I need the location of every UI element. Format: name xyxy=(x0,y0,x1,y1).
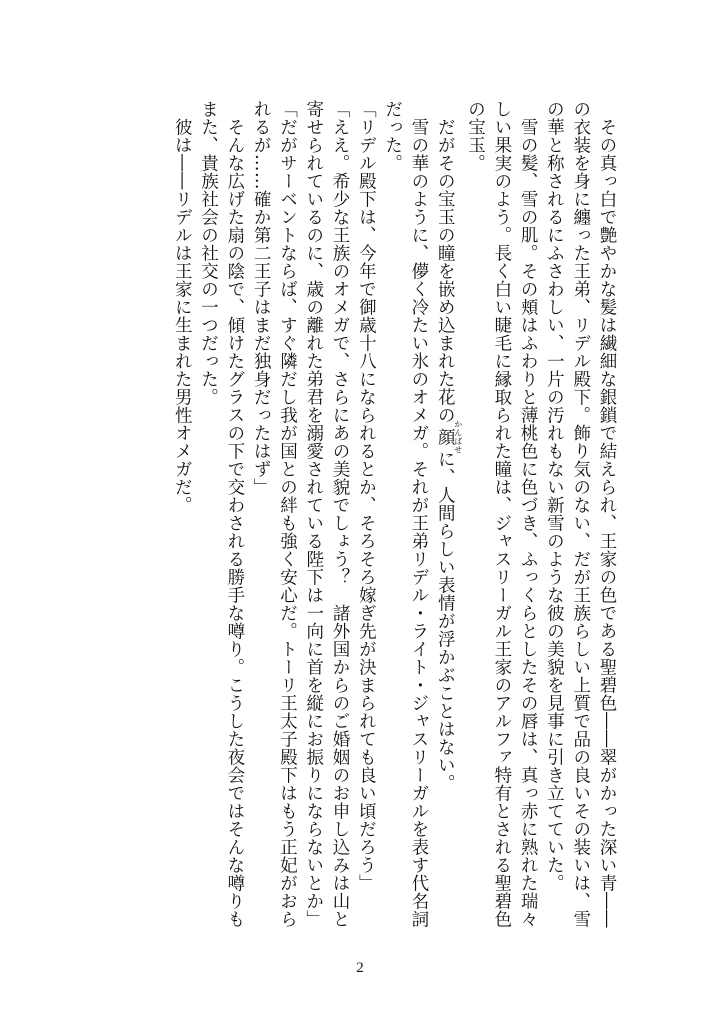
paragraph-1: その真っ白で艶やかな髪は繊細な銀鎖で結えられ、王家の色である聖碧色――翠がかった深い青――の衣装を身に纏った王弟、リデル殿下。飾り気のない、だが王族らしい上質で品の良いその装いは、雪の華と称されるにふさわしい、一片の汚れもない新雪のような彼の美貌を見事に引き立てていた。 xyxy=(544,100,617,928)
paragraph-6: 彼は――リデルは王家に生まれた男性オメガだ。 xyxy=(172,117,193,514)
paragraph-2: 雪の髪、雪の肌。その頬はふわりと薄桃色に色づき、ふっくらとしたその唇は、真っ赤に熟れた瑞々しい果実のよう。長く白い睫毛に縁取られた瞳は、ジャスリーガル王家のアルファ特有とされる聖碧色の宝玉。 xyxy=(465,100,539,928)
paragraph-3-text: だがその宝玉の瞳を嵌め込まれた花の顔かんばせに、人間らしい表情が浮かぶことはない。 xyxy=(435,117,463,792)
paragraph-3 xyxy=(432,100,462,930)
dialogue-3: 「だがサーベントならば、すぐ隣だし我が国との絆も強く安心だ。トーリ王太子殿下はもう正妃がおられるが……確か第二王子はまだ独身だったはず」 xyxy=(251,100,298,928)
paragraph-4: 雪の華のように、儚く冷たい氷のオメガ。それが王弟リデル・ライト・ジャスリーガルを表す代名詞だった。 xyxy=(382,100,429,928)
dialogue-1: 「リデル殿下は、今年で御歳十八になられるとか、そろそろ嫁ぎ先が決まられても良い頃だろう」 xyxy=(356,100,377,892)
dialogue-2: 「ええ。希少な王族のオメガで、さらにあの美貌でしょう？ 諸外国からのご婚姻のお申し込みは山と寄せられているのに、歳の離れた弟君を溺愛されている陛下は一向に首を縦にお振りにならないとか」 xyxy=(303,100,351,928)
ruby-annotation: 顔かんばせ xyxy=(435,419,463,454)
vertical-text-body xyxy=(169,100,620,930)
ruby-reading: かんばせ xyxy=(453,419,463,454)
paragraph-5: そんな広げた扇の陰で、傾けたグラスの下で交わされる勝手な噂り。こうした夜会ではそんな噂りもまた、貴族社会の社交の一つだった。 xyxy=(198,100,245,928)
page-number: 2 xyxy=(356,960,364,976)
